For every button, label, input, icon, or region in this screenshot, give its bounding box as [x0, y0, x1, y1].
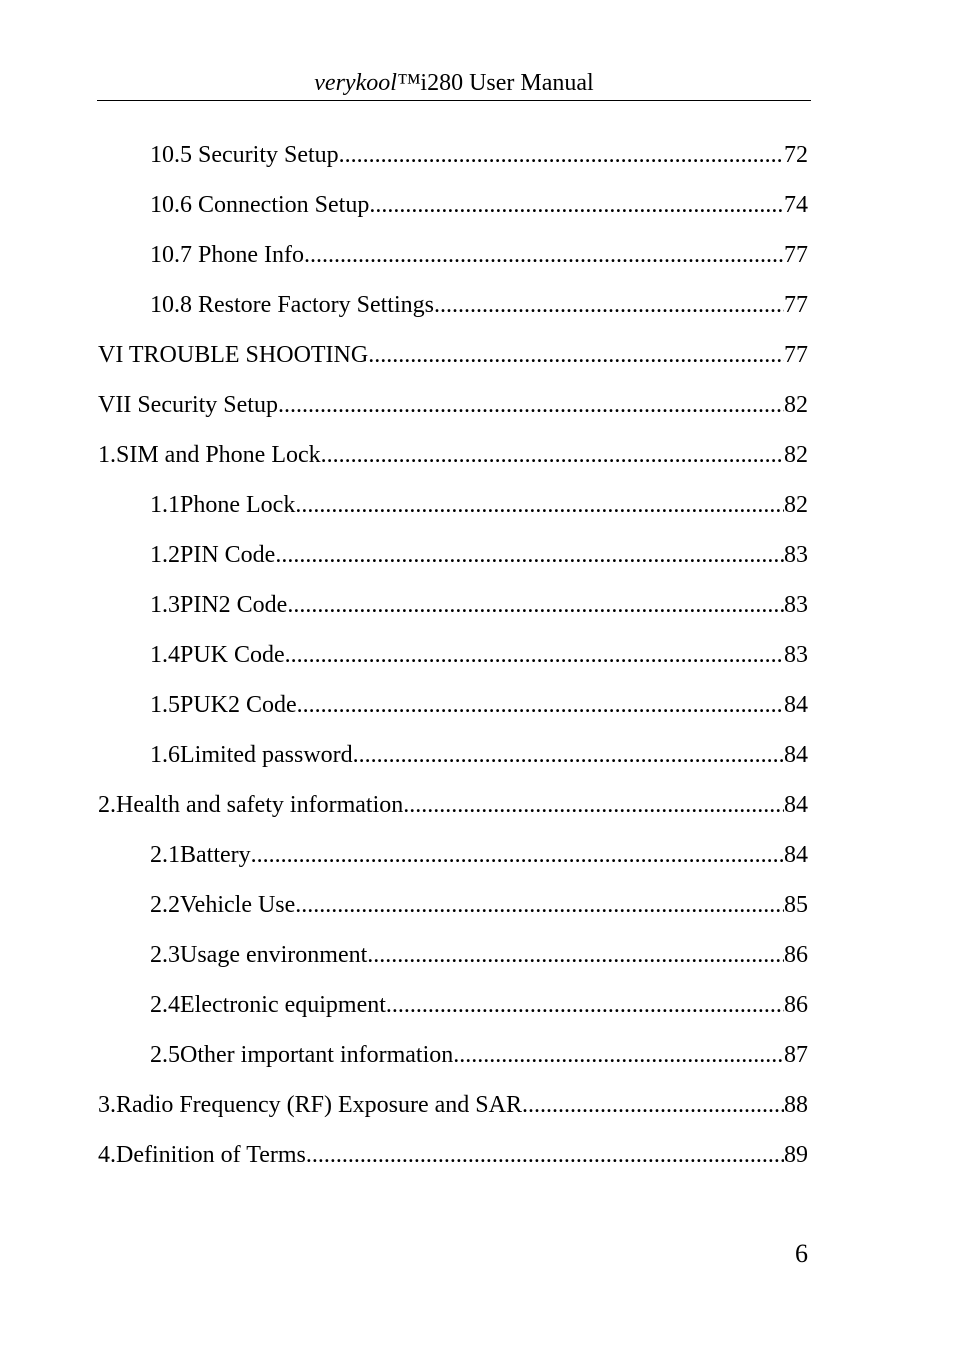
- toc-entry-page: 86: [784, 992, 808, 1018]
- toc-leader-dots: [368, 339, 784, 371]
- toc-entry-page: 82: [784, 492, 808, 518]
- toc-entry-title: SIM and Phone Lock: [116, 442, 321, 468]
- toc-entry-title: VI TROUBLE SHOOTING: [98, 342, 369, 368]
- toc-entry-number: 10.8: [150, 292, 192, 318]
- toc-entry-title: Security Setup: [198, 142, 339, 168]
- toc-leader-dots: [453, 1039, 784, 1071]
- toc-entry-number: 2.3: [150, 942, 180, 968]
- toc-entry[interactable]: [150, 239, 808, 271]
- toc-entry-title: PUK2 Code: [180, 692, 297, 718]
- toc-entry-number: 2.2: [150, 892, 180, 918]
- toc-entry-page: 89: [784, 1142, 808, 1168]
- toc-entry-page: 83: [784, 542, 808, 568]
- toc-leader-dots: [522, 1089, 784, 1121]
- toc-section-entry[interactable]: [98, 1089, 808, 1121]
- toc-entry-title: Vehicle Use: [180, 892, 296, 918]
- toc-leader-dots: [434, 289, 784, 321]
- toc-leader-dots: [295, 489, 784, 521]
- toc-entry[interactable]: [150, 739, 808, 771]
- toc-entry-number: 1.2: [150, 542, 180, 568]
- toc-entry[interactable]: [150, 639, 808, 671]
- toc-entry-title: Phone Lock: [180, 492, 296, 518]
- toc-section-entry[interactable]: [98, 789, 808, 821]
- toc-entry-number: 3.: [98, 1092, 116, 1118]
- toc-entry-number: 1.: [98, 442, 116, 468]
- toc-entry-number: 4.: [98, 1142, 116, 1168]
- header-title: i280 User Manual: [420, 70, 594, 96]
- toc-entry-title: PUK Code: [180, 642, 285, 668]
- toc-entry-title: PIN2 Code: [180, 592, 288, 618]
- toc-entry-number: 10.6: [150, 192, 192, 218]
- toc-leader-dots: [285, 639, 784, 671]
- toc-entry-page: 77: [784, 292, 808, 318]
- toc-entry[interactable]: [150, 289, 808, 321]
- toc-entry-number: 2.5: [150, 1042, 180, 1068]
- toc-leader-dots: [306, 1139, 784, 1171]
- toc-entry[interactable]: [150, 689, 808, 721]
- toc-entry[interactable]: [150, 489, 808, 521]
- toc-entry-page: 72: [784, 142, 808, 168]
- toc-entry-number: 2.4: [150, 992, 180, 1018]
- toc-leader-dots: [353, 739, 784, 771]
- toc-entry-page: 83: [784, 642, 808, 668]
- toc-entry-title: Health and safety information: [116, 792, 404, 818]
- toc-entry-number: 1.4: [150, 642, 180, 668]
- toc-leader-dots: [369, 189, 784, 221]
- toc-leader-dots: [367, 939, 784, 971]
- toc-entry-page: 74: [784, 192, 808, 218]
- toc-entry-number: 2.: [98, 792, 116, 818]
- toc-leader-dots: [275, 539, 784, 571]
- toc-leader-dots: [287, 589, 784, 621]
- toc-entry-number: 1.6: [150, 742, 180, 768]
- toc-entry[interactable]: [150, 939, 808, 971]
- toc-entry-title: Radio Frequency (RF) Exposure and SAR: [116, 1092, 522, 1118]
- toc-entry-title: Restore Factory Settings: [198, 292, 434, 318]
- toc-entry-page: 82: [784, 392, 808, 418]
- toc-leader-dots: [321, 439, 784, 471]
- toc-entry-page: 84: [784, 842, 808, 868]
- toc-entry-page: 86: [784, 942, 808, 968]
- toc-entry[interactable]: [150, 989, 808, 1021]
- toc-leader-dots: [304, 239, 784, 271]
- toc-entry[interactable]: [150, 1039, 808, 1071]
- toc-entry-title: Battery: [180, 842, 251, 868]
- toc-leader-dots: [295, 889, 784, 921]
- page-number: 6: [795, 1239, 808, 1268]
- toc-entry-page: 85: [784, 892, 808, 918]
- toc-entry-number: 1.1: [150, 492, 180, 518]
- toc-leader-dots: [251, 839, 784, 871]
- toc-entry-title: Electronic equipment: [180, 992, 386, 1018]
- toc-entry-number: 1.3: [150, 592, 180, 618]
- toc-entry-title: PIN Code: [180, 542, 276, 568]
- toc-leader-dots: [386, 989, 784, 1021]
- toc-entry[interactable]: [150, 189, 808, 221]
- toc-entry[interactable]: [150, 839, 808, 871]
- toc-entry-page: 82: [784, 442, 808, 468]
- toc-entry-title: VII Security Setup: [98, 392, 278, 418]
- toc-section-entry[interactable]: [98, 1139, 808, 1171]
- toc-chapter-entry[interactable]: [98, 339, 808, 371]
- toc-entry-title: Usage environment: [180, 942, 368, 968]
- toc-entry-page: 84: [784, 692, 808, 718]
- toc-entry[interactable]: [150, 139, 808, 171]
- toc-entry-page: 84: [784, 742, 808, 768]
- toc-entry-page: 83: [784, 592, 808, 618]
- toc-section-entry[interactable]: [98, 439, 808, 471]
- toc-entry-title: Connection Setup: [198, 192, 370, 218]
- toc-entry-title: Limited password: [180, 742, 353, 768]
- toc-leader-dots: [339, 139, 784, 171]
- toc-entry-title: Phone Info: [198, 242, 304, 268]
- toc-entry-title: Other important information: [180, 1042, 454, 1068]
- toc-entry[interactable]: [150, 589, 808, 621]
- toc-entry-number: 1.5: [150, 692, 180, 718]
- toc-entry-page: 87: [784, 1042, 808, 1068]
- toc-entry-number: 10.7: [150, 242, 192, 268]
- toc-entry-page: 84: [784, 792, 808, 818]
- toc-leader-dots: [278, 389, 784, 421]
- toc-entry-page: 77: [784, 242, 808, 268]
- toc-entry-page: 88: [784, 1092, 808, 1118]
- toc-leader-dots: [403, 789, 784, 821]
- toc-entry-number: 10.5: [150, 142, 192, 168]
- toc-entry-page: 77: [784, 342, 808, 368]
- toc-entry-number: 2.1: [150, 842, 180, 868]
- header-brand: verykool™: [314, 70, 421, 96]
- toc-chapter-entry[interactable]: [98, 389, 808, 421]
- toc-entry[interactable]: [150, 889, 808, 921]
- toc-entry[interactable]: [150, 539, 808, 571]
- toc-entry-title: Definition of Terms: [116, 1142, 306, 1168]
- toc-leader-dots: [297, 689, 784, 721]
